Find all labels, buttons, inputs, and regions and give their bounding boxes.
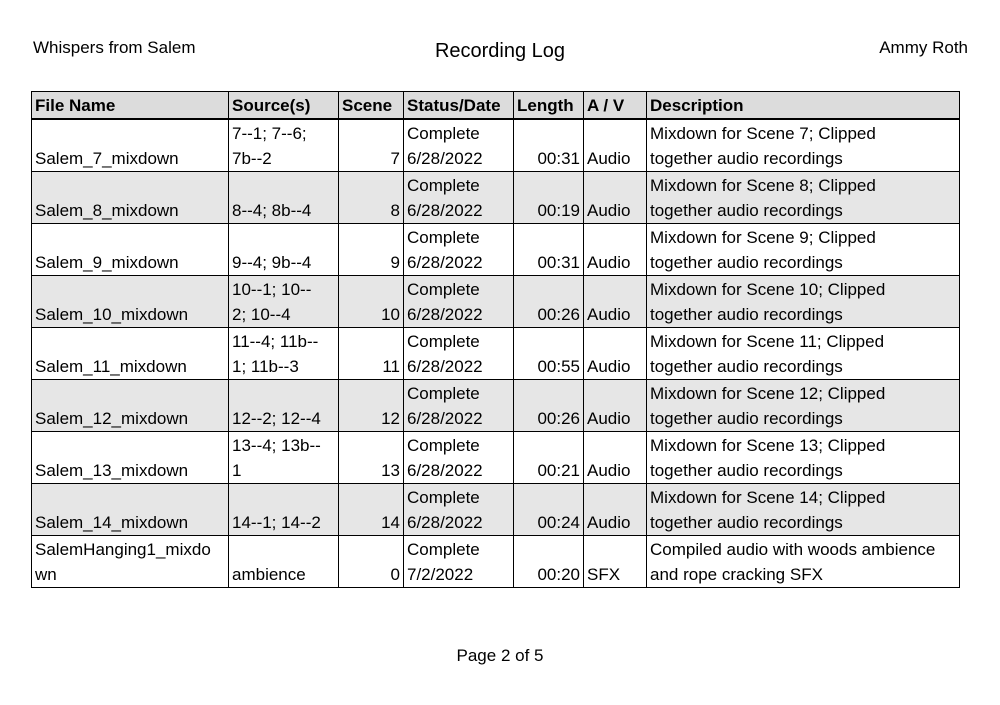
cell-length: 00:19	[514, 172, 584, 224]
column-header-file-name: File Name	[32, 92, 229, 120]
table-row	[32, 484, 960, 536]
cell-sources	[229, 432, 339, 484]
cell-line: SalemHanging1_mixdo	[35, 540, 211, 559]
cell-line: together audio recordings	[650, 357, 843, 376]
cell-line: Salem_10_mixdown	[35, 305, 189, 324]
project-title: Whispers from Salem	[33, 38, 196, 57]
cell-file-name	[32, 276, 229, 328]
cell-sources	[229, 224, 339, 276]
cell-line: 7--1; 7--6;	[232, 124, 307, 143]
cell-av: SFX	[584, 536, 647, 588]
cell-line: 8--4; 8b--4	[232, 201, 312, 220]
cell-scene: 10	[339, 276, 404, 328]
cell-description	[647, 536, 960, 588]
cell-line: Mixdown for Scene 10; Clipped	[650, 280, 886, 299]
cell-sources	[229, 172, 339, 224]
cell-scene: 7	[339, 119, 404, 172]
cell-scene: 14	[339, 484, 404, 536]
cell-line: 1; 11b--3	[232, 357, 299, 376]
cell-line: 6/28/2022	[407, 461, 483, 480]
cell-av: Audio	[584, 432, 647, 484]
column-header-av: A / V	[584, 92, 647, 120]
cell-line: 12--2; 12--4	[232, 409, 321, 428]
cell-line: Mixdown for Scene 14; Clipped	[650, 488, 886, 507]
column-header-length: Length	[514, 92, 584, 120]
cell-line: 2; 10--4	[232, 305, 291, 324]
cell-av: Audio	[584, 484, 647, 536]
cell-status-date	[404, 432, 514, 484]
cell-description	[647, 119, 960, 172]
cell-line: Mixdown for Scene 8; Clipped	[650, 176, 876, 195]
cell-line: 6/28/2022	[407, 305, 483, 324]
cell-status-date	[404, 536, 514, 588]
cell-status-date	[404, 224, 514, 276]
cell-line: Compiled audio with woods ambience	[650, 540, 936, 559]
cell-line: 6/28/2022	[407, 149, 483, 168]
cell-scene: 13	[339, 432, 404, 484]
cell-file-name	[32, 224, 229, 276]
cell-line: Complete	[407, 176, 480, 195]
table-header	[32, 92, 960, 120]
cell-description	[647, 276, 960, 328]
cell-line: Mixdown for Scene 13; Clipped	[650, 436, 886, 455]
page-number: Page 2 of 5	[456, 646, 544, 665]
column-header-status-date: Status/Date	[404, 92, 514, 120]
cell-line: together audio recordings	[650, 201, 843, 220]
cell-line: 6/28/2022	[407, 201, 483, 220]
cell-line: Complete	[407, 228, 480, 247]
cell-line: Salem_12_mixdown	[35, 409, 189, 428]
cell-av: Audio	[584, 119, 647, 172]
cell-line: 6/28/2022	[407, 513, 483, 532]
cell-line: Complete	[407, 280, 480, 299]
cell-scene: 9	[339, 224, 404, 276]
cell-sources	[229, 484, 339, 536]
cell-line: Salem_14_mixdown	[35, 513, 189, 532]
table-row	[32, 380, 960, 432]
cell-line: Mixdown for Scene 12; Clipped	[650, 384, 886, 403]
cell-line: together audio recordings	[650, 409, 843, 428]
cell-sources	[229, 276, 339, 328]
cell-status-date	[404, 119, 514, 172]
cell-scene: 11	[339, 328, 404, 380]
cell-line: 6/28/2022	[407, 253, 483, 272]
cell-length: 00:55	[514, 328, 584, 380]
cell-line: and rope cracking SFX	[650, 565, 823, 584]
cell-line: 7b--2	[232, 149, 272, 168]
cell-line: Complete	[407, 436, 480, 455]
cell-sources	[229, 380, 339, 432]
cell-description	[647, 224, 960, 276]
cell-sources	[229, 328, 339, 380]
cell-length: 00:26	[514, 380, 584, 432]
cell-av: Audio	[584, 276, 647, 328]
table-row	[32, 432, 960, 484]
cell-length: 00:26	[514, 276, 584, 328]
table-row	[32, 119, 960, 172]
cell-description	[647, 380, 960, 432]
cell-line: together audio recordings	[650, 461, 843, 480]
table-row	[32, 536, 960, 588]
cell-description	[647, 328, 960, 380]
cell-av: Audio	[584, 380, 647, 432]
cell-line: 11--4; 11b--	[232, 332, 319, 351]
cell-length: 00:31	[514, 119, 584, 172]
cell-line: Complete	[407, 488, 480, 507]
cell-file-name	[32, 484, 229, 536]
cell-line: together audio recordings	[650, 253, 843, 272]
cell-line: 7/2/2022	[407, 565, 474, 584]
cell-length: 00:20	[514, 536, 584, 588]
cell-line: 6/28/2022	[407, 409, 483, 428]
cell-scene: 0	[339, 536, 404, 588]
cell-length: 00:31	[514, 224, 584, 276]
cell-av: Audio	[584, 224, 647, 276]
cell-status-date	[404, 380, 514, 432]
cell-line: together audio recordings	[650, 513, 843, 532]
cell-file-name	[32, 380, 229, 432]
cell-line: Complete	[407, 384, 480, 403]
cell-line: 1	[232, 461, 242, 480]
cell-av: Audio	[584, 172, 647, 224]
cell-status-date	[404, 328, 514, 380]
cell-line: 9--4; 9b--4	[232, 253, 312, 272]
document-title: Recording Log	[434, 40, 566, 62]
cell-file-name	[32, 328, 229, 380]
header-row	[32, 92, 960, 120]
cell-description	[647, 484, 960, 536]
cell-scene: 8	[339, 172, 404, 224]
table-row	[32, 328, 960, 380]
cell-line: Complete	[407, 332, 480, 351]
table-body	[32, 119, 960, 588]
table-row	[32, 172, 960, 224]
recording-log-table	[31, 91, 960, 588]
table-row	[32, 276, 960, 328]
cell-line: ambience	[232, 565, 306, 584]
cell-line: together audio recordings	[650, 305, 843, 324]
cell-line: 14--1; 14--2	[232, 513, 321, 532]
cell-sources	[229, 119, 339, 172]
cell-line: 13--4; 13b--	[232, 436, 321, 455]
cell-length: 00:21	[514, 432, 584, 484]
cell-status-date	[404, 484, 514, 536]
table-row	[32, 224, 960, 276]
cell-line: Salem_8_mixdown	[35, 201, 179, 220]
cell-line: Mixdown for Scene 7; Clipped	[650, 124, 876, 143]
column-header-sources: Source(s)	[229, 92, 339, 120]
cell-line: 10--1; 10--	[232, 280, 312, 299]
cell-file-name	[32, 432, 229, 484]
cell-file-name	[32, 119, 229, 172]
cell-line: Salem_9_mixdown	[35, 253, 179, 272]
cell-status-date	[404, 172, 514, 224]
cell-line: Salem_11_mixdown	[35, 357, 187, 376]
cell-line: together audio recordings	[650, 149, 843, 168]
column-header-scene: Scene	[339, 92, 404, 120]
column-header-description: Description	[647, 92, 960, 120]
cell-file-name	[32, 536, 229, 588]
cell-line: Salem_13_mixdown	[35, 461, 189, 480]
cell-line: Mixdown for Scene 11; Clipped	[650, 332, 885, 351]
author-name: Ammy Roth	[879, 38, 968, 57]
cell-line: Mixdown for Scene 9; Clipped	[650, 228, 876, 247]
cell-line: Complete	[407, 540, 480, 559]
cell-description	[647, 432, 960, 484]
cell-file-name	[32, 172, 229, 224]
cell-line: wn	[35, 565, 57, 584]
cell-line: 6/28/2022	[407, 357, 483, 376]
cell-line: Complete	[407, 124, 480, 143]
cell-av: Audio	[584, 328, 647, 380]
cell-sources	[229, 536, 339, 588]
cell-line: Salem_7_mixdown	[35, 149, 179, 168]
cell-status-date	[404, 276, 514, 328]
cell-length: 00:24	[514, 484, 584, 536]
cell-description	[647, 172, 960, 224]
cell-scene: 12	[339, 380, 404, 432]
